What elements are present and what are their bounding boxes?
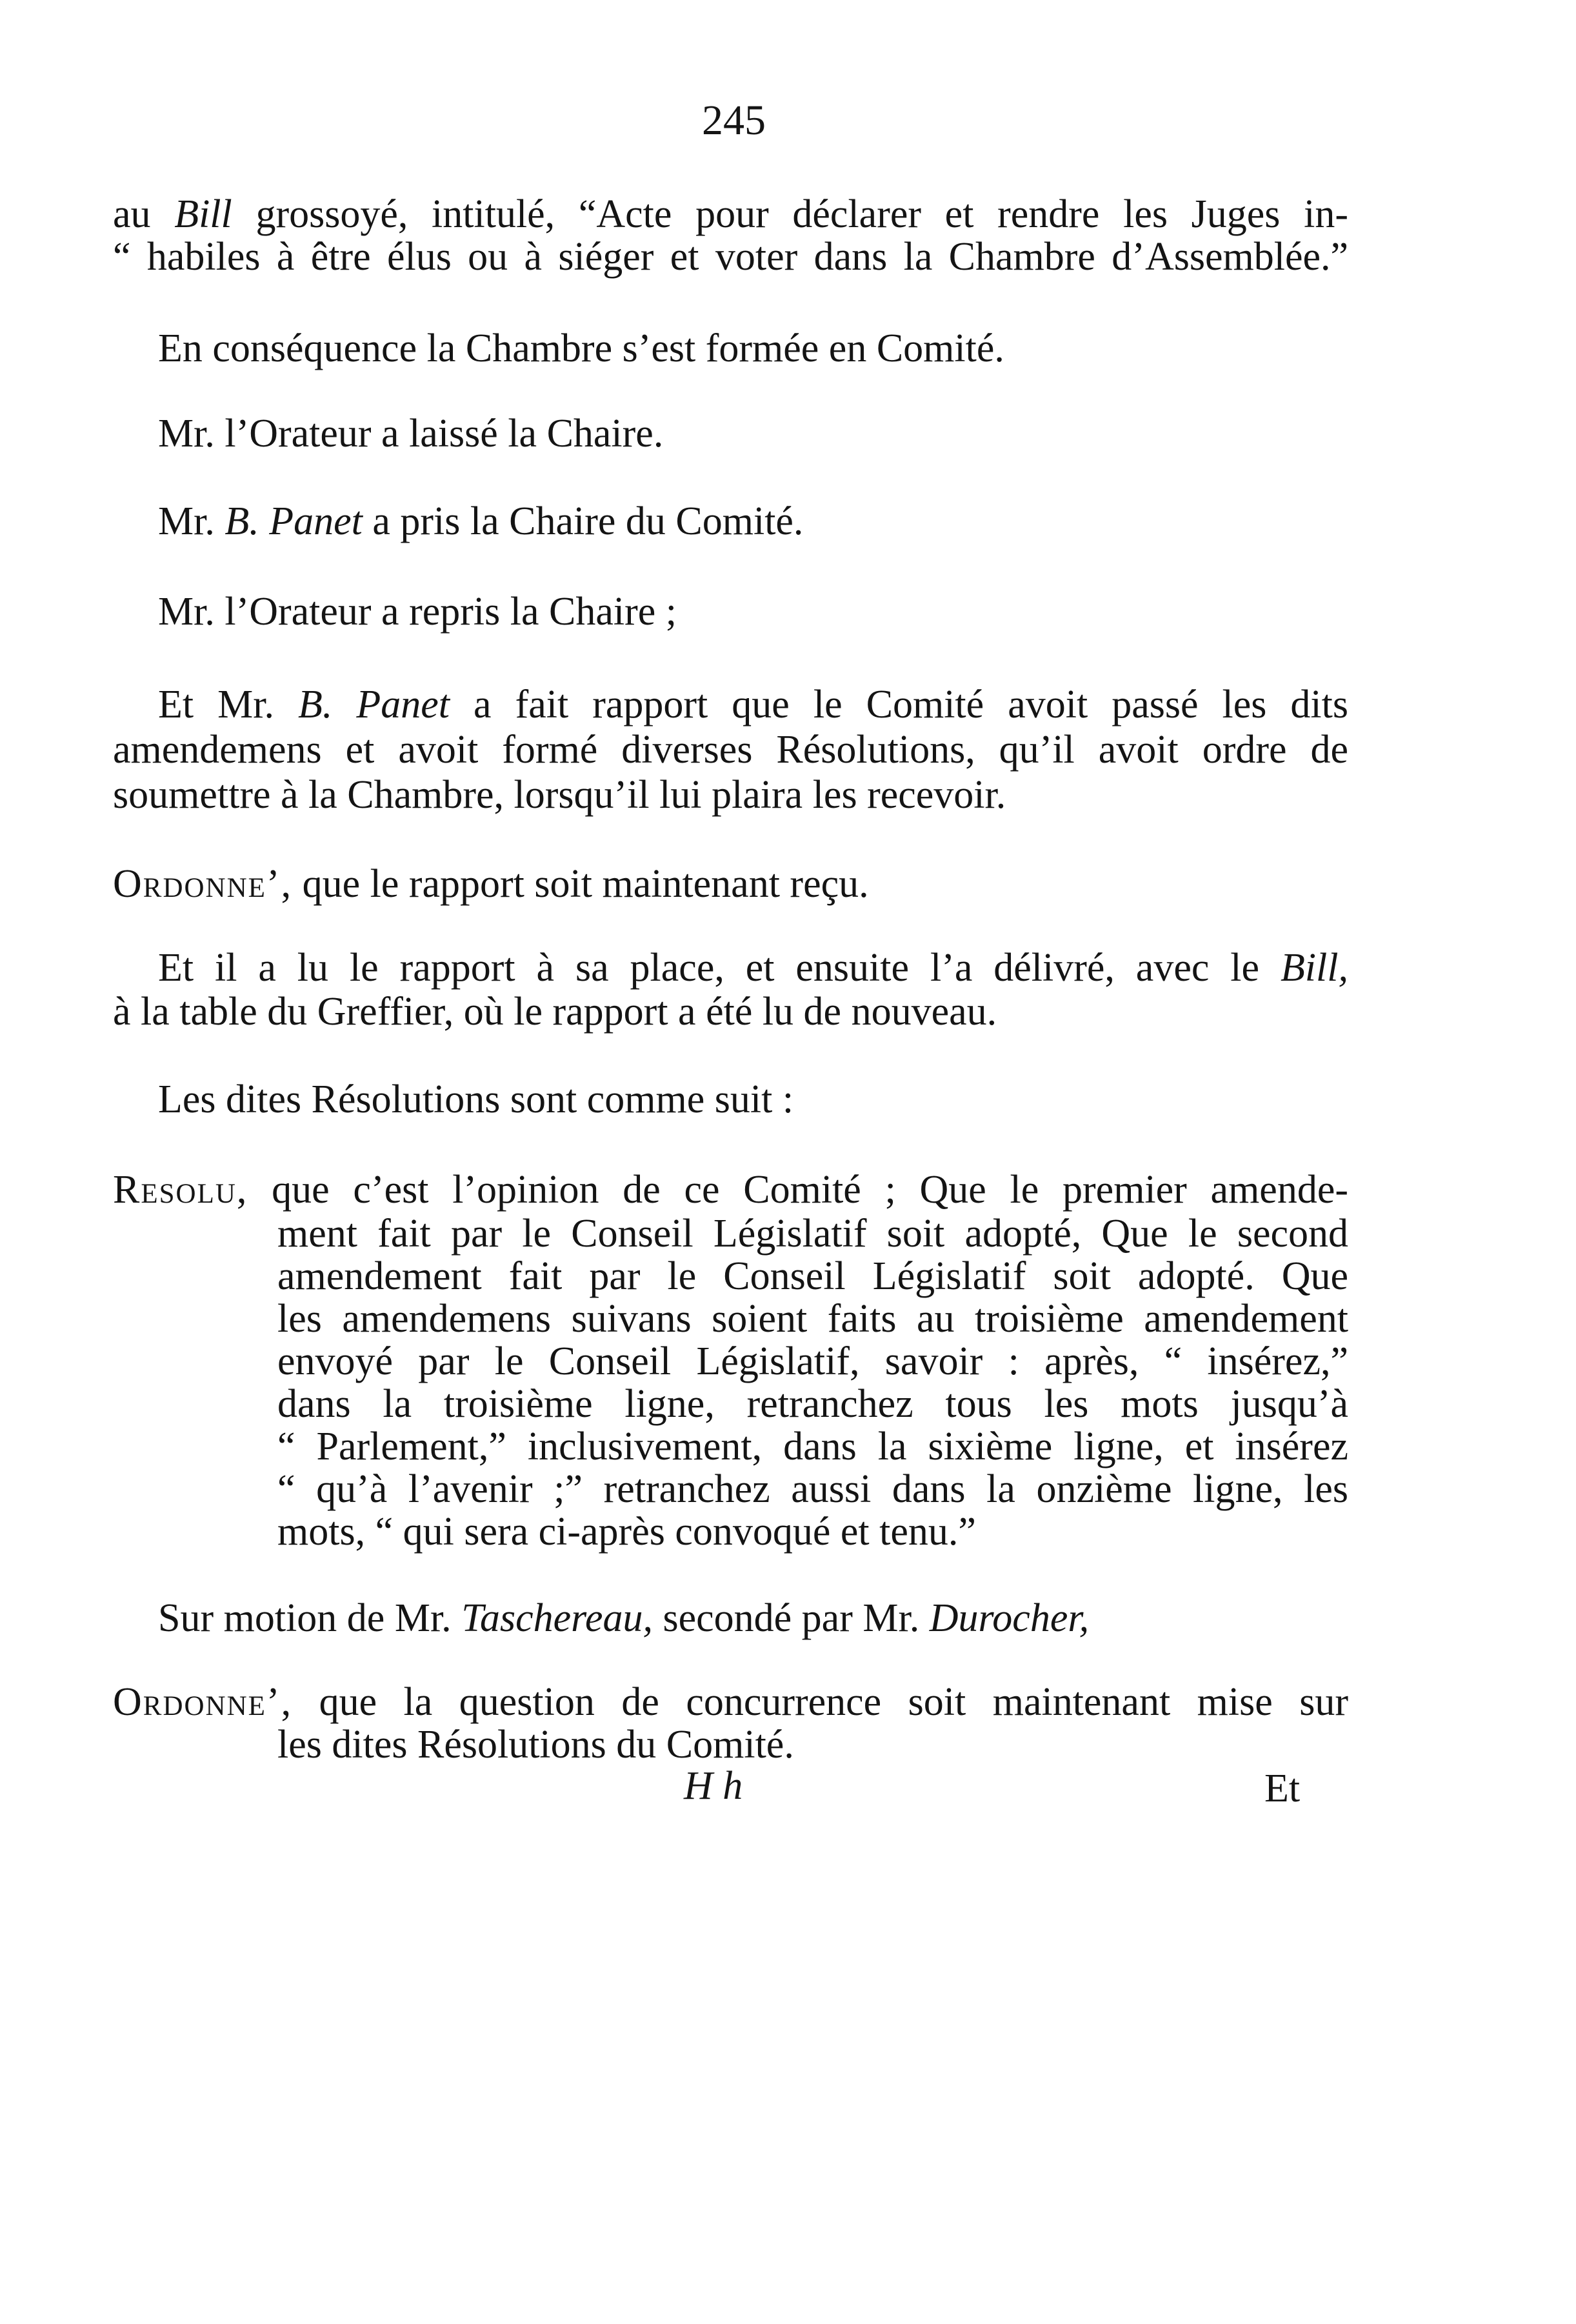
- resolution-line-8: “ qu’à l’avenir ;” retranchez aussi dans la onzième ligne, les: [277, 1467, 1348, 1511]
- person-name: B. Panet: [224, 499, 363, 543]
- paragraph-1-line-1: [113, 194, 1348, 235]
- text-run: Et il a lu le rapport à sa place, et ensuite l’a délivré, avec le: [158, 946, 1281, 990]
- text-run: au: [113, 192, 175, 236]
- text-run: Sur motion de Mr.: [158, 1596, 462, 1640]
- resolution-line-1: [113, 1169, 1348, 1210]
- text-run: grossoyé, intitulé, “Acte pour déclarer et rendre les Juges in-: [232, 192, 1348, 236]
- paragraph-2: En conséquence la Chambre s’est formée en Comité.: [158, 326, 1004, 370]
- page-number: 245: [702, 97, 766, 144]
- paragraph-6-line-1: [158, 684, 1348, 725]
- person-name: Durocher,: [929, 1596, 1090, 1640]
- text-run: secondé par Mr.: [653, 1596, 930, 1640]
- text-run: a pris la Chaire du Comité.: [362, 499, 804, 543]
- text-run: que le rapport soit maintenant reçu.: [292, 862, 869, 906]
- paragraph-1-line-2: “ habiles à être élus ou à siéger et voter dans la Chambre d’Assemblée.”: [113, 235, 1348, 279]
- paragraph-9: Les dites Résolutions sont comme suit :: [158, 1077, 794, 1121]
- text-run: que c’est l’opinion de ce Comité ; Que le premier amende-: [248, 1168, 1348, 1212]
- catchword: Et: [1264, 1767, 1301, 1810]
- signature-mark: H h: [684, 1764, 743, 1808]
- person-name: B. Panet: [298, 683, 450, 726]
- paragraph-4: [158, 501, 1348, 542]
- ordonne-label: Ordonne’,: [113, 862, 293, 906]
- paragraph-7: [113, 863, 1348, 905]
- ordonne-label: Ordonne’,: [113, 1680, 293, 1724]
- italic-term: Bill: [174, 192, 232, 236]
- paragraph-12-line-2: les dites Résolutions du Comité.: [277, 1723, 794, 1767]
- resolution-line-3: amendement fait par le Conseil Législatif soit adopté. Que: [277, 1254, 1348, 1298]
- resolution-line-7: “ Parlement,” inclusivement, dans la sixième ligne, et insérez: [277, 1425, 1348, 1468]
- paragraph-6-line-2: amendemens et avoit formé diverses Résolutions, qu’il avoit ordre de: [113, 728, 1348, 772]
- paragraph-11: [158, 1598, 1348, 1639]
- text-run: a fait rapport que le Comité avoit passé les dits: [450, 683, 1348, 726]
- resolution-line-5: envoyé par le Conseil Législatif, savoir : après, “ insérez,”: [277, 1339, 1348, 1383]
- paragraph-8-line-1: [158, 947, 1348, 988]
- paragraph-5: Mr. l’Orateur a repris la Chaire ;: [158, 590, 677, 634]
- paragraph-3: Mr. l’Orateur a laissé la Chaire.: [158, 412, 664, 456]
- resolution-line-4: les amendemens suivans soient faits au troisième amendement: [277, 1297, 1348, 1341]
- resolu-label: Resolu,: [113, 1168, 248, 1212]
- text-run: Mr.: [158, 499, 225, 543]
- text-run: Et Mr.: [158, 683, 299, 726]
- resolution-line-6: dans la troisième ligne, retranchez tous les mots jusqu’à: [277, 1382, 1348, 1426]
- italic-term: Bill,: [1280, 946, 1348, 990]
- paragraph-8-line-2: à la table du Greffier, où le rapport a été lu de nouveau.: [113, 990, 997, 1034]
- paragraph-6-line-3: soumettre à la Chambre, lorsqu’il lui plaira les recevoir.: [113, 773, 1006, 817]
- paragraph-12-line-1: [113, 1681, 1348, 1723]
- resolution-line-9: mots, “ qui sera ci-après convoqué et tenu.”: [277, 1510, 976, 1554]
- person-name: Taschereau,: [461, 1596, 653, 1640]
- text-run: que la question de concurrence soit maintenant mise sur: [292, 1680, 1348, 1724]
- resolution-line-2: ment fait par le Conseil Législatif soit adopté, Que le second: [277, 1212, 1348, 1256]
